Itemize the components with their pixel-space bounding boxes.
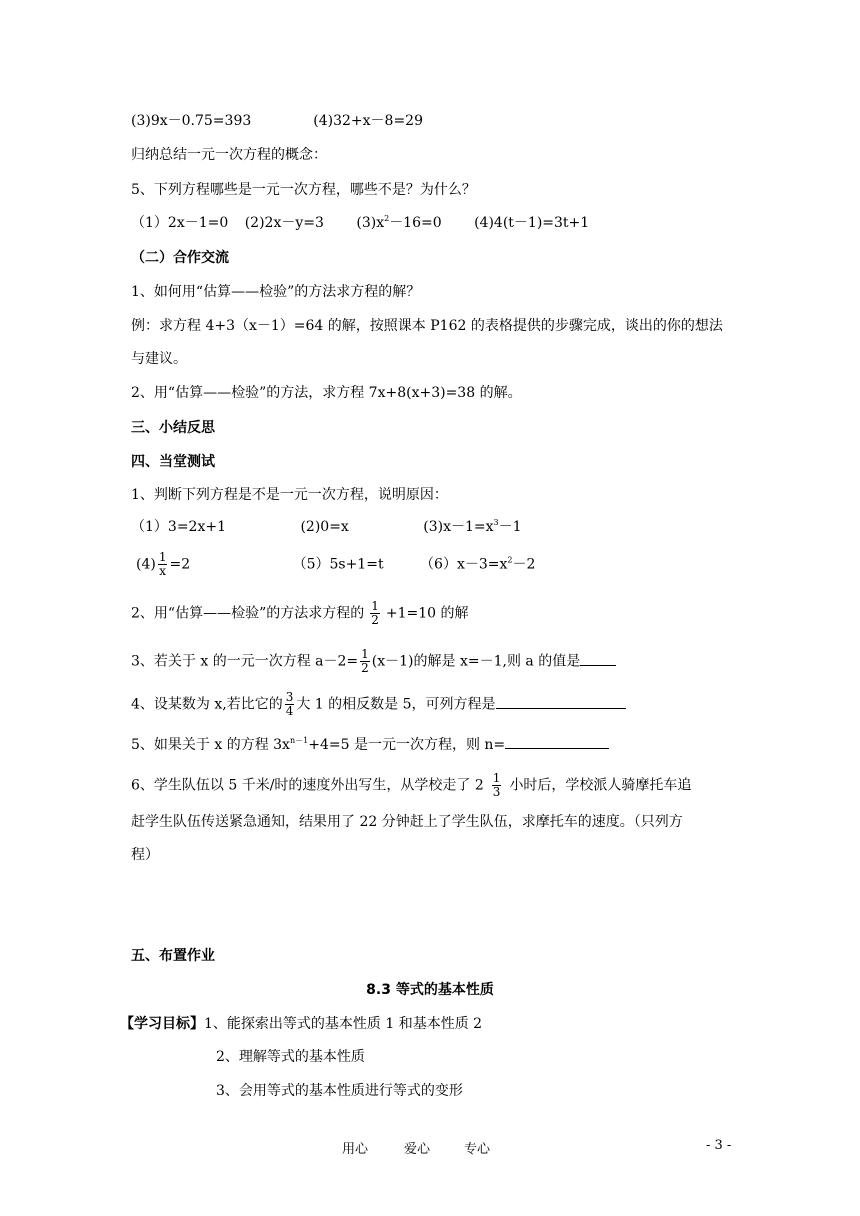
test-question-4: 4、设某数为 x,若比它的 $\frac{3}{4}$ 大 1 的相反数是 5，可列方程是 — [131, 691, 626, 718]
equation-row-3-4: (3)9x－0.75=393 (4)32+x－8=29 — [131, 113, 423, 129]
fraction: $\frac{1}{3}$ — [492, 771, 501, 799]
answer-blank — [496, 694, 626, 709]
heading-summary: 三、小结反思 — [131, 420, 215, 436]
coop-example: 例：求方程 4+3（x－1）=64 的解，按照课本 P162 的表格提供的步骤完成，谈出的你的想法 — [131, 318, 723, 334]
footer-text-1: 用心 — [342, 1142, 369, 1157]
test-question-2: 2、用“估算——检验”的方法求方程的 $\frac{1}{2}$ +1=10 的解 — [131, 599, 469, 627]
heading-cooperation: （二）合作交流 — [131, 250, 229, 266]
coop-question-1: 1、如何用“估算——检验”的方法求方程的解？ — [131, 284, 421, 300]
learning-goal-label: 【学习目标】 — [120, 1016, 204, 1032]
fraction: $\frac{1}{2}$ — [371, 599, 379, 627]
test-question-6-end: 程） — [131, 847, 159, 863]
test-question-1-options-a: （1）3=2x+1 (2)0=x $(3)x-1=x^3-1$ — [131, 518, 522, 535]
test-question-1: 1、判断下列方程是不是一元一次方程，说明原因： — [131, 487, 448, 503]
concept-summary-line: 归纳总结一元一次方程的概念： — [131, 147, 327, 163]
fraction: $\frac{3}{4}$ — [285, 690, 294, 718]
coop-question-2: 2、用“估算——检验”的方法，求方程 7x+8(x+3)=38 的解。 — [131, 385, 522, 401]
learning-goal-3: 3、会用等式的基本性质进行等式的变形 — [216, 1083, 463, 1099]
test-question-6: 6、学生队伍以 5 千米/时的速度外出写生，从学校走了 2 $\frac{1}{3}$ 小时后，学校派人骑摩托车追 — [131, 771, 692, 799]
learning-goal-2: 2、理解等式的基本性质 — [216, 1049, 365, 1065]
question-5-options: （1）2x－1=0 (2)2x－y=3 $(3)x^2-16=0$ (4)4(t－1)=3t+1 — [131, 214, 590, 231]
section-title: 8.3 等式的基本性质 — [366, 982, 494, 998]
heading-homework: 五、布置作业 — [131, 948, 215, 964]
page-number: - 3 - — [706, 1138, 732, 1153]
footer-text-3: 专心 — [464, 1142, 491, 1157]
test-question-3: 3、若关于 x 的一元一次方程 a－2= $\frac{1}{2}$ (x－1)的解是 x=－1,则 a 的值是 — [131, 648, 616, 675]
test-question-6-cont: 赶学生队伍传送紧急通知，结果用了 22 分钟赶上了学生队伍，求摩托车的速度。（只列方 — [131, 814, 683, 830]
footer-text-2: 爱心 — [404, 1142, 431, 1157]
coop-example-cont: 与建议。 — [131, 351, 187, 367]
learning-goal-1: 【学习目标】1、能探索出等式的基本性质 1 和基本性质 2 — [120, 1016, 483, 1032]
answer-blank — [505, 734, 609, 749]
answer-blank — [580, 651, 616, 666]
test-question-5: 5、如果关于 x 的方程 $3x^{n-1}+4=5$ 是一元一次方程，则 n= — [131, 734, 609, 754]
fraction: $\frac{1}{2}$ — [361, 647, 369, 675]
fraction: $\frac{1}{x}$ — [158, 550, 167, 578]
heading-test: 四、当堂测试 — [131, 454, 215, 470]
test-question-1-options-b: (4) $\frac{1}{x}$ =2 （5）5s+1=t $(6)x-3=x^2-2$ — [136, 550, 536, 578]
question-5: 5、下列方程哪些是一元一次方程，哪些不是？为什么？ — [131, 182, 476, 198]
